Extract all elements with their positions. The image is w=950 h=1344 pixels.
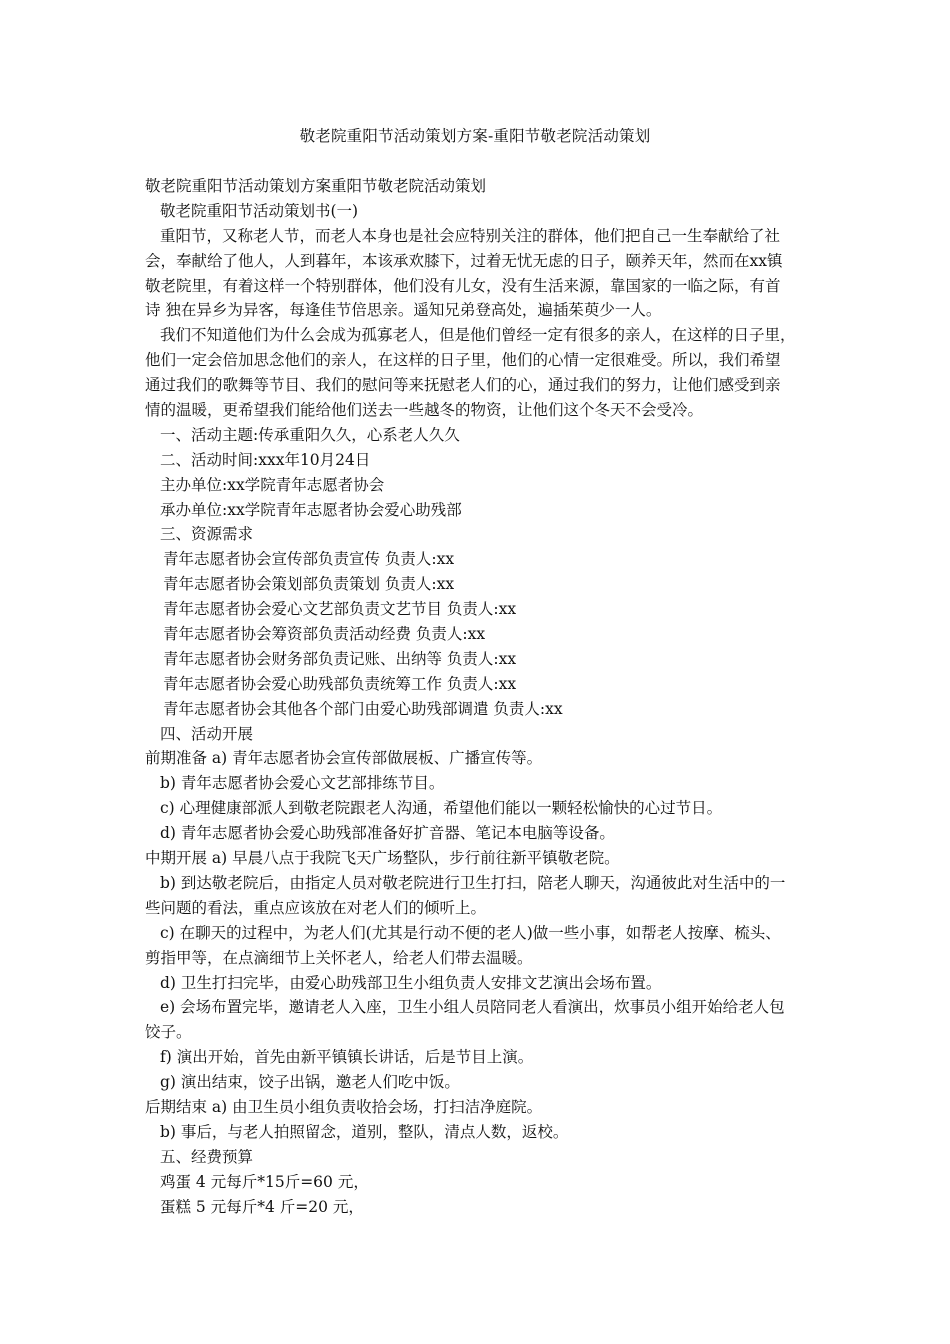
text-line: 青年志愿者协会爱心文艺部负责文艺节目 负责人:xx — [163, 600, 517, 619]
text-line: 青年志愿者协会财务部负责记账、出纳等 负责人:xx — [163, 649, 517, 668]
text-line: 前期准备 a) 青年志愿者协会宣传部做展板、广播宣传等。 — [145, 749, 543, 768]
text-line: 诗 独在异乡为异客，每逢佳节倍思亲。遥知兄弟登高处，遍插茱萸少一人。 — [145, 301, 662, 320]
text-line: e) 会场布置完毕，邀请老人入座，卫生小组人员陪同老人看演出，炊事员小组开始给老人包 — [160, 998, 785, 1017]
text-line: 情的温暖，更希望我们能给他们送去一些越冬的物资，让他们这个冬天不会受冷。 — [145, 401, 704, 420]
text-line: c) 心理健康部派人到敬老院跟老人沟通，希望他们能以一颗轻松愉快的心过节日。 — [160, 799, 723, 818]
text-line: 些问题的看法，重点应该放在对老人们的倾听上。 — [145, 898, 487, 917]
text-line: 鸡蛋 4 元每斤*15斤=60 元， — [160, 1172, 369, 1191]
document-title: 敬老院重阳节活动策划方案-重阳节敬老院活动策划 — [299, 127, 651, 145]
text-line: 四、活动开展 — [160, 724, 254, 743]
text-line: 剪指甲等，在点滴细节上关怀老人，给老人们带去温暖。 — [145, 948, 533, 967]
text-line: 中期开展 a) 早晨八点于我院飞天广场整队，步行前往新平镇敬老院。 — [145, 849, 620, 868]
text-line: 一、活动主题:传承重阳久久，心系老人久久 — [160, 425, 460, 444]
text-line: 青年志愿者协会筹资部负责活动经费 负责人:xx — [163, 625, 486, 644]
text-line: 青年志愿者协会策划部负责策划 负责人:xx — [163, 575, 455, 594]
text-line: 五、经费预算 — [160, 1147, 254, 1166]
text-line: c) 在聊天的过程中，为老人们(尤其是行动不便的老人)做一些小事，如帮老人按摩、梳头、 — [160, 923, 781, 942]
text-line: 青年志愿者协会爱心助残部负责统筹工作 负责人:xx — [163, 674, 517, 693]
text-line: 后期结束 a) 由卫生员小组负责收拾会场，打扫洁净庭院。 — [145, 1097, 543, 1116]
text-line: 敬老院重阳节活动策划书(一) — [160, 201, 359, 220]
document-body — [145, 174, 813, 1219]
text-line: d) 青年志愿者协会爱心助残部准备好扩音器、笔记本电脑等设备。 — [160, 824, 615, 843]
text-line: b) 事后，与老人拍照留念，道别，整队，清点人数，返校。 — [160, 1122, 569, 1141]
text-line: 蛋糕 5 元每斤*4 斤=20 元， — [160, 1197, 364, 1216]
text-line: 他们一定会倍加思念他们的亲人，在这样的日子里，他们的心情一定很难受。所以，我们希望 — [145, 351, 781, 370]
text-line: 饺子。 — [145, 1023, 192, 1042]
text-line: 青年志愿者协会宣传部负责宣传 负责人:xx — [163, 550, 455, 569]
text-line: 敬老院重阳节活动策划方案重阳节敬老院活动策划 — [145, 177, 487, 195]
text-line: 重阳节，又称老人节，而老人本身也是社会应特别关注的群体，他们把自己一生奉献给了社 — [160, 226, 781, 245]
text-line: 我们不知道他们为什么会成为孤寡老人，但是他们曾经一定有很多的亲人，在这样的日子里， — [160, 326, 796, 345]
text-line: 主办单位:xx学院青年志愿者协会 — [160, 475, 385, 494]
text-line: f) 演出开始，首先由新平镇镇长讲话，后是节目上演。 — [160, 1048, 534, 1067]
text-line: 承办单位:xx学院青年志愿者协会爱心助残部 — [160, 500, 462, 519]
text-line: d) 卫生打扫完毕，由爱心助残部卫生小组负责人安排文艺演出会场布置。 — [160, 973, 662, 992]
text-line: 通过我们的歌舞等节目、我们的慰问等来抚慰老人们的心，通过我们的努力，让他们感受到亲 — [145, 376, 781, 395]
text-line: 三、资源需求 — [160, 525, 254, 544]
text-line: g) 演出结束，饺子出锅，邀老人们吃中饭。 — [160, 1073, 460, 1092]
text-line: 青年志愿者协会其他各个部门由爱心助残部调遣 负责人:xx — [163, 699, 563, 718]
text-line: 敬老院里，有着这样一个特别群体，他们没有儿女，没有生活来源，靠国家的一临之际，有首 — [145, 276, 781, 295]
text-line: b) 到达敬老院后，由指定人员对敬老院进行卫生打扫，陪老人聊天，沟通彼此对生活中的一 — [160, 873, 786, 892]
text-line: b) 青年志愿者协会爱心文艺部排练节目。 — [160, 774, 445, 793]
text-line: 二、活动时间:xxx年10月24日 — [160, 450, 371, 469]
text-line: 会，奉献给了他人，人到暮年，本该承欢膝下，过着无忧无虑的日子，颐养天年，然而在xx镇 — [145, 251, 783, 270]
